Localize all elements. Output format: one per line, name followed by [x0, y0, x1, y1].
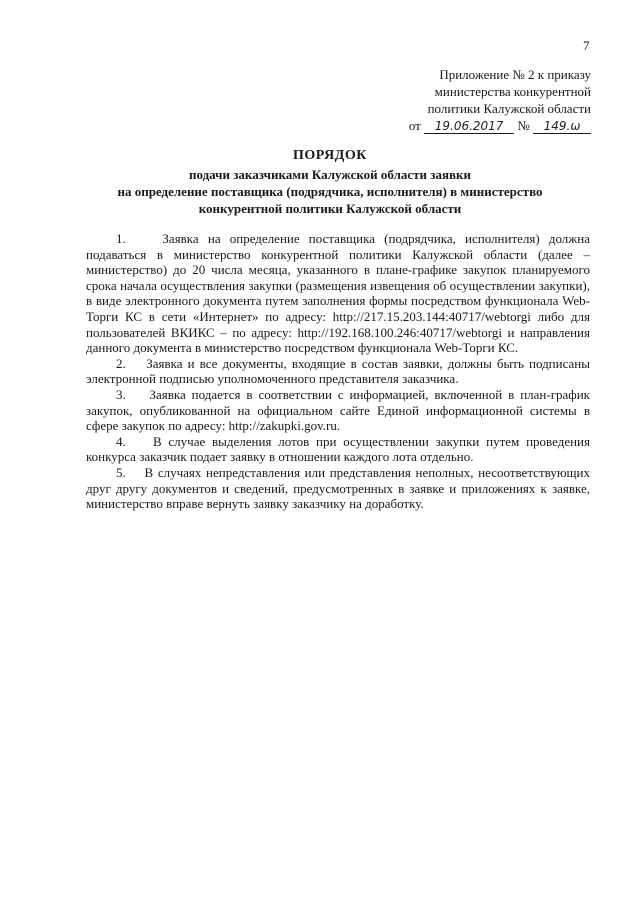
page-number: 7 — [583, 38, 590, 53]
title-main: ПОРЯДОК — [293, 148, 367, 163]
document-title — [60, 147, 600, 217]
handwritten-number: 149.ω — [533, 120, 591, 134]
appendix-line-3: политики Калужской области — [427, 101, 591, 116]
title-line-3: конкурентной политики Калужской области — [198, 201, 462, 216]
paragraph-5: 5. В случаях непредставления или представления неполных, несоответствующих друг другу документов и сведений, предусмотренных в заявке и приложениях к заявке, министерство вправе вернуть заявку заказчику на доработку. — [86, 464, 590, 512]
appendix-date-line — [351, 117, 591, 134]
appendix-line-2: министерства конкурентной — [434, 84, 591, 99]
paragraph-2: 2. Заявка и все документы, входящие в состав заявки, должны быть подписаны электронной подписью уполномоченного представителя заказчика. — [86, 355, 590, 387]
title-line-2: на определение поставщика (подрядчика, исполнителя) в министерство — [117, 184, 543, 199]
appendix-line-1: Приложение № 2 к приказу — [439, 67, 591, 82]
paragraph-1: 1. Заявка на определение поставщика (подрядчика, исполнителя) должна подаваться в министерство конкурентной политики Калужской области (далее – министерство) до 20 числа месяца, указанного в плане-графике закупок планируемого срока начала осуществления закупки (размещения извещения об осуществлении закупки), в виде электронного документа путем заполнения формы посредством функционала Web-Торги КС в сети «Интернет» по адресу: http://217.15.203.144:40717/webtorgi либо для пользователей ВКИКС – по адресу: http://192.168.100.246:40717/webtorgi и направления данного документа в министерство посредством функционала Web-Торги КС. — [86, 231, 590, 356]
appendix-header — [351, 66, 591, 134]
paragraph-3: 3. Заявка подается в соответствии с информацией, включенной в план-график закупок, опубликованной на официальном сайте Единой информационной системы в сфере закупок по адресу: http://zakupki.gov.ru. — [86, 386, 590, 434]
date-prefix: от — [408, 118, 421, 133]
handwritten-date: 19.06.2017 — [424, 120, 514, 134]
document-body — [86, 231, 590, 512]
paragraph-4: 4. В случае выделения лотов при осуществлении закупки путем проведения конкурса заказчик подает заявку в отношении каждого лота отдельно. — [86, 433, 590, 465]
title-line-1: подачи заказчиками Калужской области заявки — [188, 167, 472, 182]
number-prefix: № — [517, 118, 530, 133]
